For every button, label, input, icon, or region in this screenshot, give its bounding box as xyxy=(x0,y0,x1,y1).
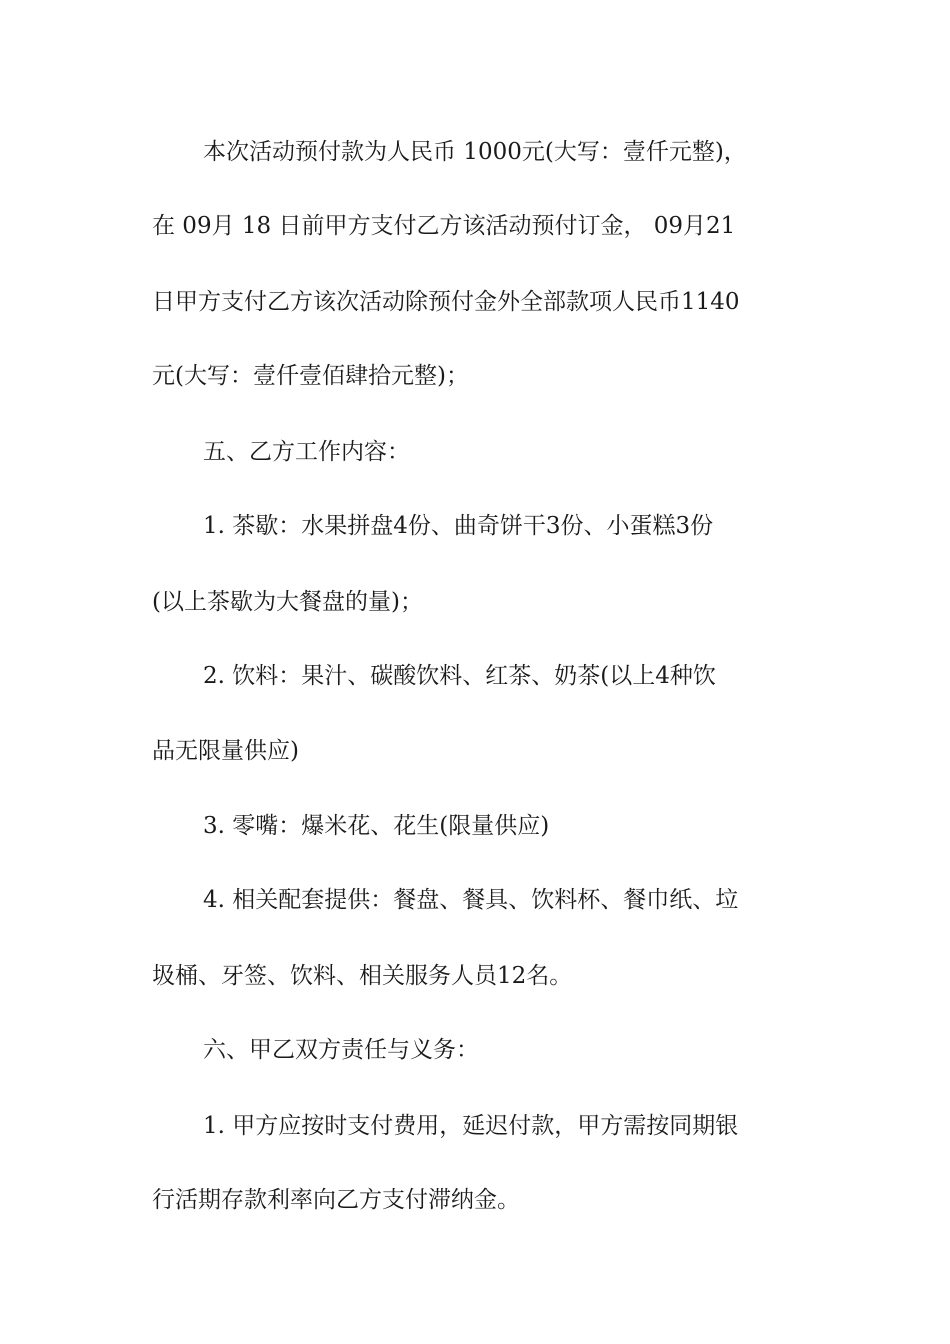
section-heading: 六、甲乙双方责任与义务： xyxy=(203,1037,479,1063)
list-item: 2. 饮料：果汁、碳酸饮料、红茶、奶茶(以上4种饮 xyxy=(203,663,716,689)
list-item: 1. 甲方应按时支付费用，延迟付款，甲方需按同期银 xyxy=(203,1113,739,1139)
list-item-continuation: 行活期存款利率向乙方支付滞纳金。 xyxy=(152,1187,520,1213)
paragraph-line: 元(大写：壹仟壹佰肆拾元整)； xyxy=(152,363,469,389)
list-item-continuation: 圾桶、牙签、饮料、相关服务人员12名。 xyxy=(152,963,573,989)
paragraph-line: 在 09月 18 日前甲方支付乙方该活动预付订金， 09月21 xyxy=(152,213,736,239)
list-item-continuation: 品无限量供应) xyxy=(152,738,299,764)
list-item: 1. 茶歇：水果拼盘4份、曲奇饼干3份、小蛋糕3份 xyxy=(203,513,714,539)
section-heading: 五、乙方工作内容： xyxy=(203,439,410,465)
list-item-continuation: (以上茶歇为大餐盘的量)； xyxy=(152,589,423,615)
paragraph-line: 本次活动预付款为人民币 1000元(大写：壹仟元整)， xyxy=(203,139,747,165)
list-item: 3. 零嘴：爆米花、花生(限量供应) xyxy=(203,813,550,839)
list-item: 4. 相关配套提供：餐盘、餐具、饮料杯、餐巾纸、垃 xyxy=(203,887,739,913)
paragraph-line: 日甲方支付乙方该次活动除预付金外全部款项人民币1140 xyxy=(152,289,740,315)
